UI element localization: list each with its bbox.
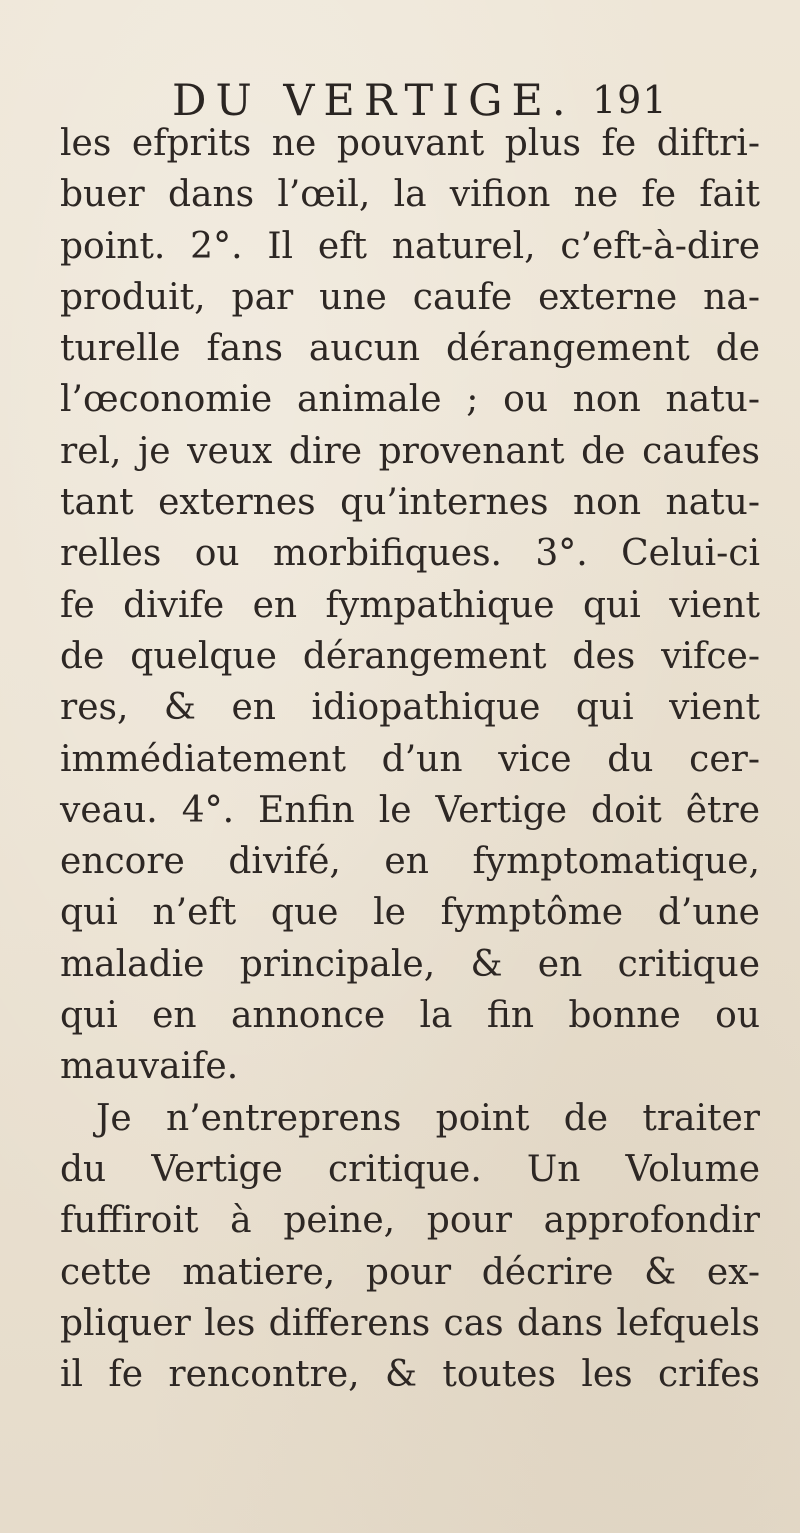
text-line: fuffiroit à peine, pour approfondir [60,1200,760,1242]
text-line: relles ou morbifiques. 3°. Celui-ci [60,533,760,575]
text-line: immédiatement d’un vice du cer- [60,738,760,780]
text-line: buer dans l’œil, la vifion ne fe fait [60,174,760,216]
text-line: les efprits ne pouvant plus fe diftri- [60,123,760,164]
text-line: cette matiere, pour décrire & ex- [60,1251,760,1293]
text-line: tant externes qu’internes non natu- [60,482,760,524]
text-line: point. 2°. Il eft naturel, c’eft-à-dire [60,225,760,267]
text-line: fe divife en fympathique qui vient [60,584,760,626]
text-line: maladie principale, & en critique [60,943,760,985]
body-text [60,118,760,1400]
text-line: de quelque dérangement des vifce- [60,635,760,677]
text-line: du Vertige critique. Un Volume [60,1148,760,1190]
text-line: qui n’eft que le fymptôme d’une [60,892,760,934]
text-line: res, & en idiopathique qui vient [60,687,760,729]
text-line: encore divifé, en fymptomatique, [60,841,760,883]
text-line: mauvaife. [60,1046,239,1088]
text-line: l’œconomie animale ; ou non natu- [60,379,760,421]
running-title: DU VERTIGE. [172,76,575,126]
text-line: qui en annonce la fin bonne ou [60,995,760,1037]
text-line: rel, je veux dire provenant de caufes [60,430,760,472]
text-line: turelle fans aucun dérangement de [60,328,760,370]
text-line: veau. 4°. Enfin le Vertige doit être [60,789,760,831]
page-number: 191 [592,78,668,122]
text-line: il fe rencontre, & toutes les crifes [60,1354,760,1396]
text-line: produit, par une caufe externe na- [60,276,760,318]
text-line: Je n’entreprens point de traiter [96,1097,760,1139]
text-line: pliquer les differens cas dans lefquels [60,1302,760,1344]
